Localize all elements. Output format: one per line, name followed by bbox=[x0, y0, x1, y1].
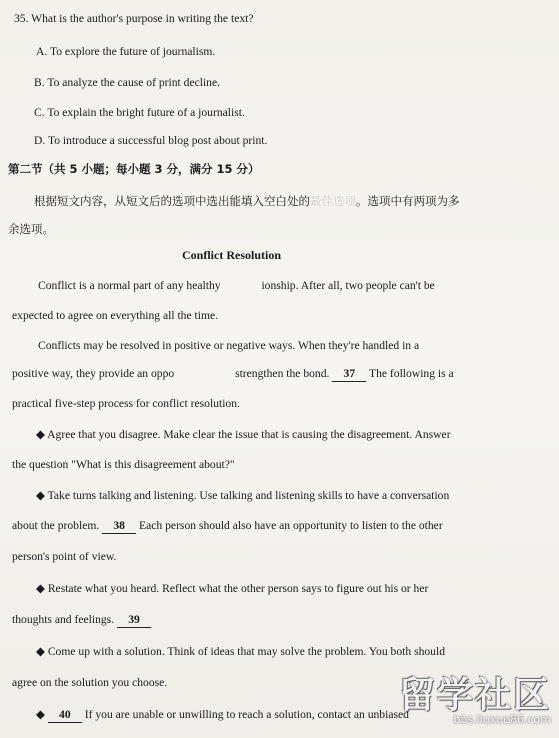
option-a: A. To explore the future of journalism. bbox=[36, 45, 216, 58]
watermark-url: bbs.liuxue86.com bbox=[453, 713, 551, 726]
step-4-line-1: ◆ Come up with a solution. Think of ideas that may solve the problem. You both should bbox=[36, 645, 445, 658]
p1-line-1-a: Conflict is a normal part of any healthy bbox=[38, 279, 224, 292]
step-3-line-2 bbox=[12, 613, 151, 628]
option-d: D. To introduce a successful blog post about print. bbox=[34, 134, 268, 147]
step-1-line-2: the question "What is this disagreement about?" bbox=[12, 458, 235, 471]
section-header: 第二节（共 5 小题；每小题 3 分，满分 15 分） bbox=[8, 162, 260, 176]
step-2-line-3: person's point of view. bbox=[12, 550, 117, 563]
blank-40: 40 bbox=[48, 708, 82, 723]
passage-title: Conflict Resolution bbox=[182, 248, 281, 262]
watermark bbox=[399, 677, 551, 726]
step-1-line-1: ◆ Agree that you disagree. Make clear the issue that is causing the disagreement. Answer bbox=[36, 428, 451, 441]
step-5-line-1 bbox=[36, 708, 409, 723]
step-3-line-2-a: thoughts and feelings. bbox=[12, 613, 117, 626]
step-2-line-1: ◆ Take turns talking and listening. Use talking and listening skills to have a conversation bbox=[36, 489, 450, 502]
step-5-text: If you are unable or unwilling to reach a solution, contact an unbiased bbox=[81, 708, 409, 721]
p2-line-2-a: positive way, they provide an oppo bbox=[12, 367, 175, 380]
p2-line-1: Conflicts may be resolved in positive or negative ways. When they're handled in a bbox=[38, 339, 420, 352]
instruction-text-b: 。选项中有两项为多 bbox=[356, 194, 460, 208]
p2-line-3: practical five-step process for conflict resolution. bbox=[12, 397, 240, 410]
blank-38: 38 bbox=[102, 519, 136, 534]
question-35-stem: 35. What is the author's purpose in writing the text? bbox=[14, 12, 254, 25]
instruction-obscured: 最佳选项 bbox=[310, 194, 356, 208]
p1-line-2: expected to agree on everything all the time. bbox=[12, 309, 219, 322]
blank-37: 37 bbox=[332, 367, 366, 382]
step-2-line-2 bbox=[12, 519, 443, 534]
step-4-line-2: agree on the solution you choose. bbox=[12, 676, 168, 689]
instruction-line-2: 余选项。 bbox=[8, 222, 54, 236]
instruction-text-a: 根据短文内容，从短文后的选项中选出能填入空白处的 bbox=[34, 194, 310, 208]
watermark-logo: 留学社区 bbox=[398, 675, 551, 716]
option-c: C. To explain the bright future of a journalist. bbox=[34, 106, 245, 119]
step-5-prefix: ◆ bbox=[36, 708, 48, 721]
p2-line-2-c: The following is a bbox=[366, 367, 454, 380]
option-b: B. To analyze the cause of print decline. bbox=[34, 76, 221, 89]
instruction-line-1 bbox=[34, 194, 460, 208]
p1-line-1-b: ionship. After all, two people can't be bbox=[261, 279, 435, 292]
step-2-line-2-b: Each person should also have an opportunity to listen to the other bbox=[136, 519, 443, 532]
p2-line-2 bbox=[12, 367, 454, 382]
p1-line-1 bbox=[38, 279, 435, 293]
step-3-line-1: ◆ Restate what you heard. Reflect what the other person says to figure out his or her bbox=[36, 582, 429, 595]
p2-line-2-b: strengthen the bond. bbox=[232, 367, 333, 380]
blank-39: 39 bbox=[117, 613, 151, 628]
step-2-line-2-a: about the problem. bbox=[12, 519, 103, 532]
